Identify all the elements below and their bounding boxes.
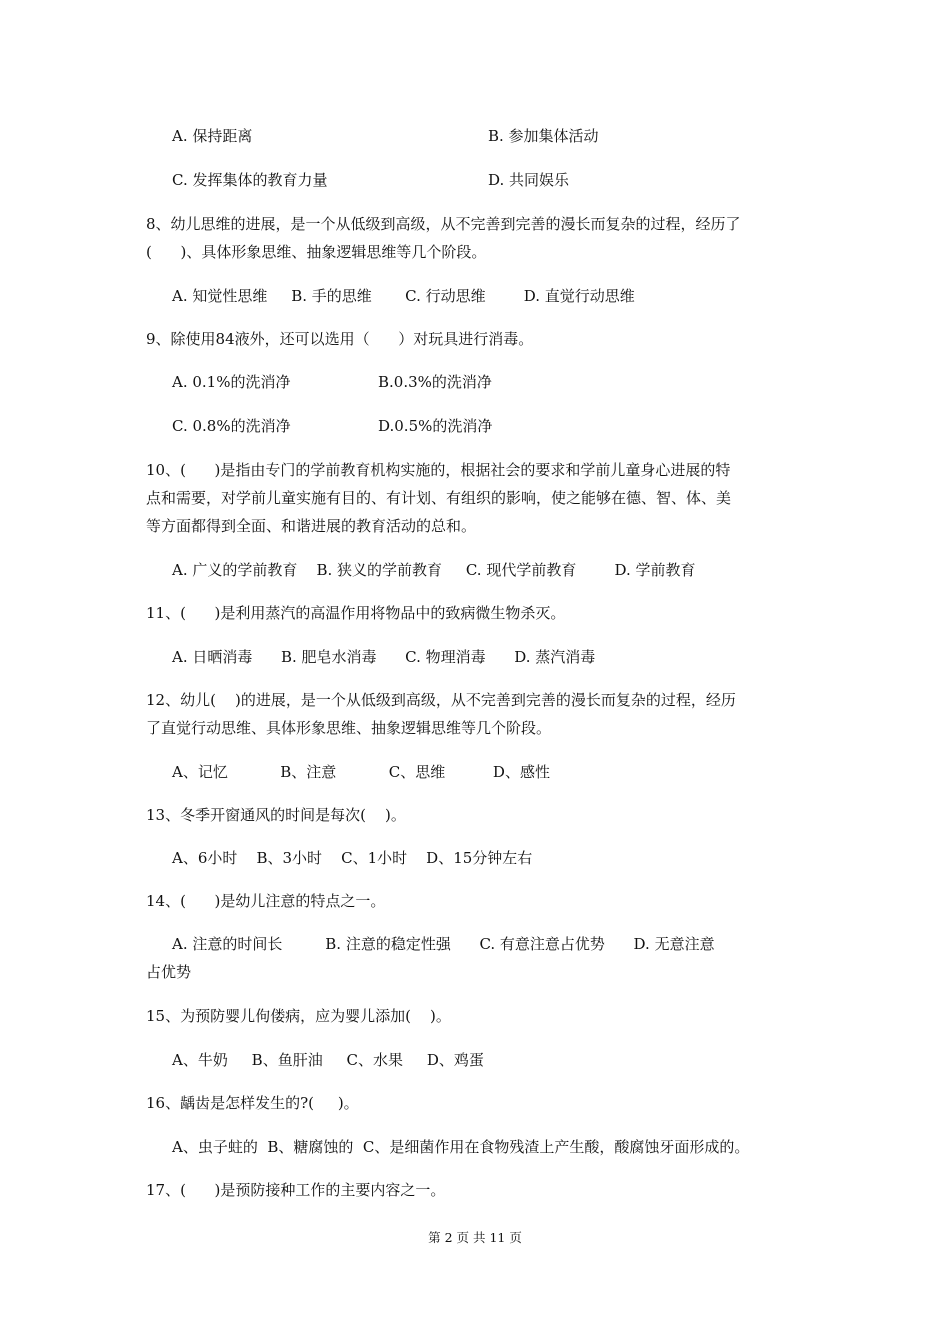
text-line: A、牛奶 B、鱼肝油 C、水果 D、鸡蛋: [172, 1051, 484, 1069]
text-line: 17、( )是预防接种工作的主要内容之一。: [146, 1181, 446, 1199]
text-line: 16、龋齿是怎样发生的?( )。: [146, 1094, 359, 1112]
text-line: D. 共同娱乐: [488, 171, 570, 189]
text-line: 8、幼儿思维的进展，是一个从低级到高级，从不完善到完善的漫长而复杂的过程，经历了: [146, 215, 741, 233]
text-line: D.0.5%的洗消净: [378, 417, 493, 435]
text-line: ( )、具体形象思维、抽象逻辑思维等几个阶段。: [146, 243, 487, 261]
text-line: 14、( )是幼儿注意的特点之一。: [146, 892, 386, 910]
text-line: 11、( )是利用蒸汽的高温作用将物品中的致病微生物杀灭。: [146, 604, 566, 622]
text-line: B.0.3%的洗消净: [378, 373, 492, 391]
text-line: A、6小时 B、3小时 C、1小时 D、15分钟左右: [172, 849, 533, 867]
text-line: A. 0.1%的洗消净: [172, 373, 291, 391]
text-line: C. 发挥集体的教育力量: [172, 171, 328, 189]
text-line: 等方面都得到全面、和谐进展的教育活动的总和。: [146, 517, 477, 535]
text-line: A. 广义的学前教育 B. 狭义的学前教育 C. 现代学前教育 D. 学前教育: [172, 561, 696, 579]
text-line: A. 知觉性思维 B. 手的思维 C. 行动思维 D. 直觉行动思维: [172, 287, 635, 305]
text-line: 占优势: [146, 963, 192, 981]
text-line: C. 0.8%的洗消净: [172, 417, 291, 435]
text-line: A. 注意的时间长 B. 注意的稳定性强 C. 有意注意占优势 D. 无意注意: [172, 935, 715, 953]
text-line: 点和需要，对学前儿童实施有目的、有计划、有组织的影响，使之能够在德、智、体、美: [146, 489, 732, 507]
text-line: 12、幼儿( )的进展，是一个从低级到高级，从不完善到完善的漫长而复杂的过程，经历: [146, 691, 736, 709]
text-line: A. 日晒消毒 B. 肥皂水消毒 C. 物理消毒 D. 蒸汽消毒: [172, 648, 596, 666]
text-line: 9、除使用84液外，还可以选用（ ）对玩具进行消毒。: [146, 330, 534, 348]
page-footer: 第 2 页 共 11 页: [428, 1230, 522, 1245]
text-line: 10、( )是指由专门的学前教育机构实施的，根据社会的要求和学前儿童身心进展的特: [146, 461, 731, 479]
text-line: 15、为预防婴儿佝偻病，应为婴儿添加( )。: [146, 1007, 451, 1025]
text-line: A. 保持距离: [172, 127, 253, 145]
text-line: A、记忆 B、注意 C、思维 D、感性: [172, 763, 550, 781]
text-line: A、虫子蛀的 B、糖腐蚀的 C、是细菌作用在食物残渣上产生酸，酸腐蚀牙面形成的。: [172, 1138, 750, 1156]
text-line: 了直觉行动思维、具体形象思维、抽象逻辑思维等几个阶段。: [146, 719, 552, 737]
text-line: B. 参加集体活动: [488, 127, 599, 145]
text-line: 13、冬季开窗通风的时间是每次( )。: [146, 806, 406, 824]
